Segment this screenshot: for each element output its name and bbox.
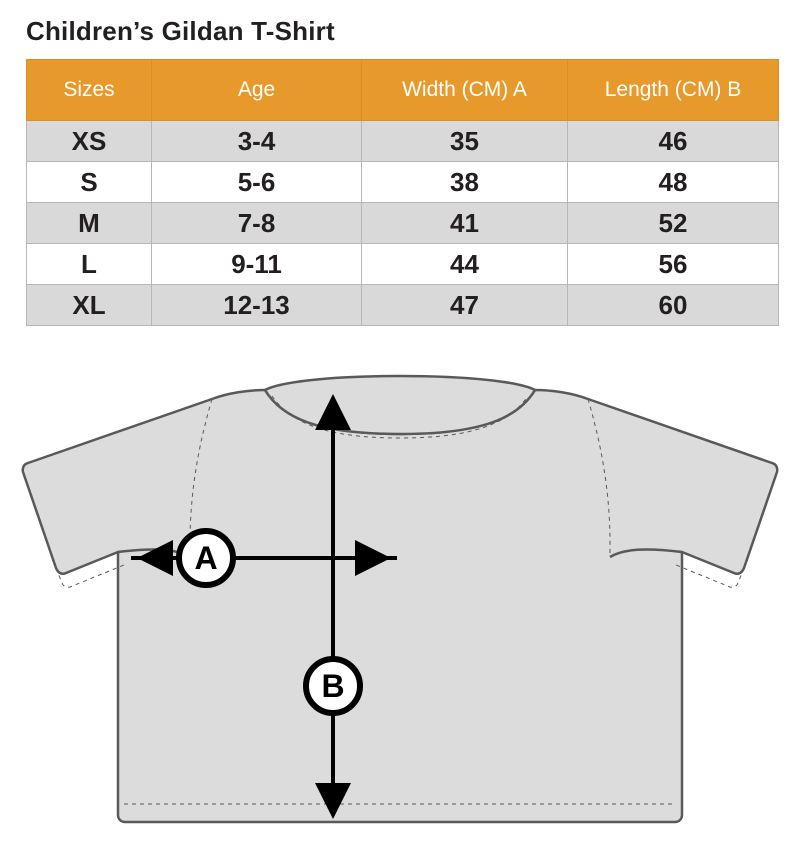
cell-width: 35 bbox=[362, 121, 568, 162]
cell-length: 48 bbox=[568, 162, 779, 203]
measure-marker-b bbox=[306, 659, 360, 713]
cell-age: 9-11 bbox=[152, 244, 362, 285]
column-header-age: Age bbox=[152, 60, 362, 121]
cell-size: XS bbox=[27, 121, 152, 162]
marker-b-label: B bbox=[321, 668, 345, 704]
table-row bbox=[27, 244, 779, 285]
cell-age: 5-6 bbox=[152, 162, 362, 203]
cell-size: M bbox=[27, 203, 152, 244]
table-row bbox=[27, 162, 779, 203]
measure-marker-a bbox=[179, 531, 233, 585]
cell-age: 7-8 bbox=[152, 203, 362, 244]
table-row bbox=[27, 203, 779, 244]
cell-age: 12-13 bbox=[152, 285, 362, 326]
cell-width: 41 bbox=[362, 203, 568, 244]
cell-width: 38 bbox=[362, 162, 568, 203]
cell-size: L bbox=[27, 244, 152, 285]
cell-length: 60 bbox=[568, 285, 779, 326]
table-header-row bbox=[27, 60, 779, 121]
cell-length: 52 bbox=[568, 203, 779, 244]
tshirt-shape bbox=[23, 376, 778, 822]
table-row bbox=[27, 121, 779, 162]
page-title: Children’s Gildan T-Shirt bbox=[26, 16, 335, 46]
cell-width: 44 bbox=[362, 244, 568, 285]
cell-length: 46 bbox=[568, 121, 779, 162]
cell-size: S bbox=[27, 162, 152, 203]
table-header bbox=[27, 60, 779, 121]
cell-width: 47 bbox=[362, 285, 568, 326]
marker-a-label: A bbox=[194, 540, 218, 576]
cell-age: 3-4 bbox=[152, 121, 362, 162]
size-chart-table bbox=[26, 59, 779, 326]
table-row bbox=[27, 285, 779, 326]
column-header-sizes: Sizes bbox=[27, 60, 152, 121]
tshirt-diagram bbox=[0, 368, 800, 857]
table-body bbox=[27, 121, 779, 326]
cell-length: 56 bbox=[568, 244, 779, 285]
column-header-width: Width (CM) A bbox=[362, 60, 568, 121]
column-header-length: Length (CM) B bbox=[568, 60, 779, 121]
cell-size: XL bbox=[27, 285, 152, 326]
